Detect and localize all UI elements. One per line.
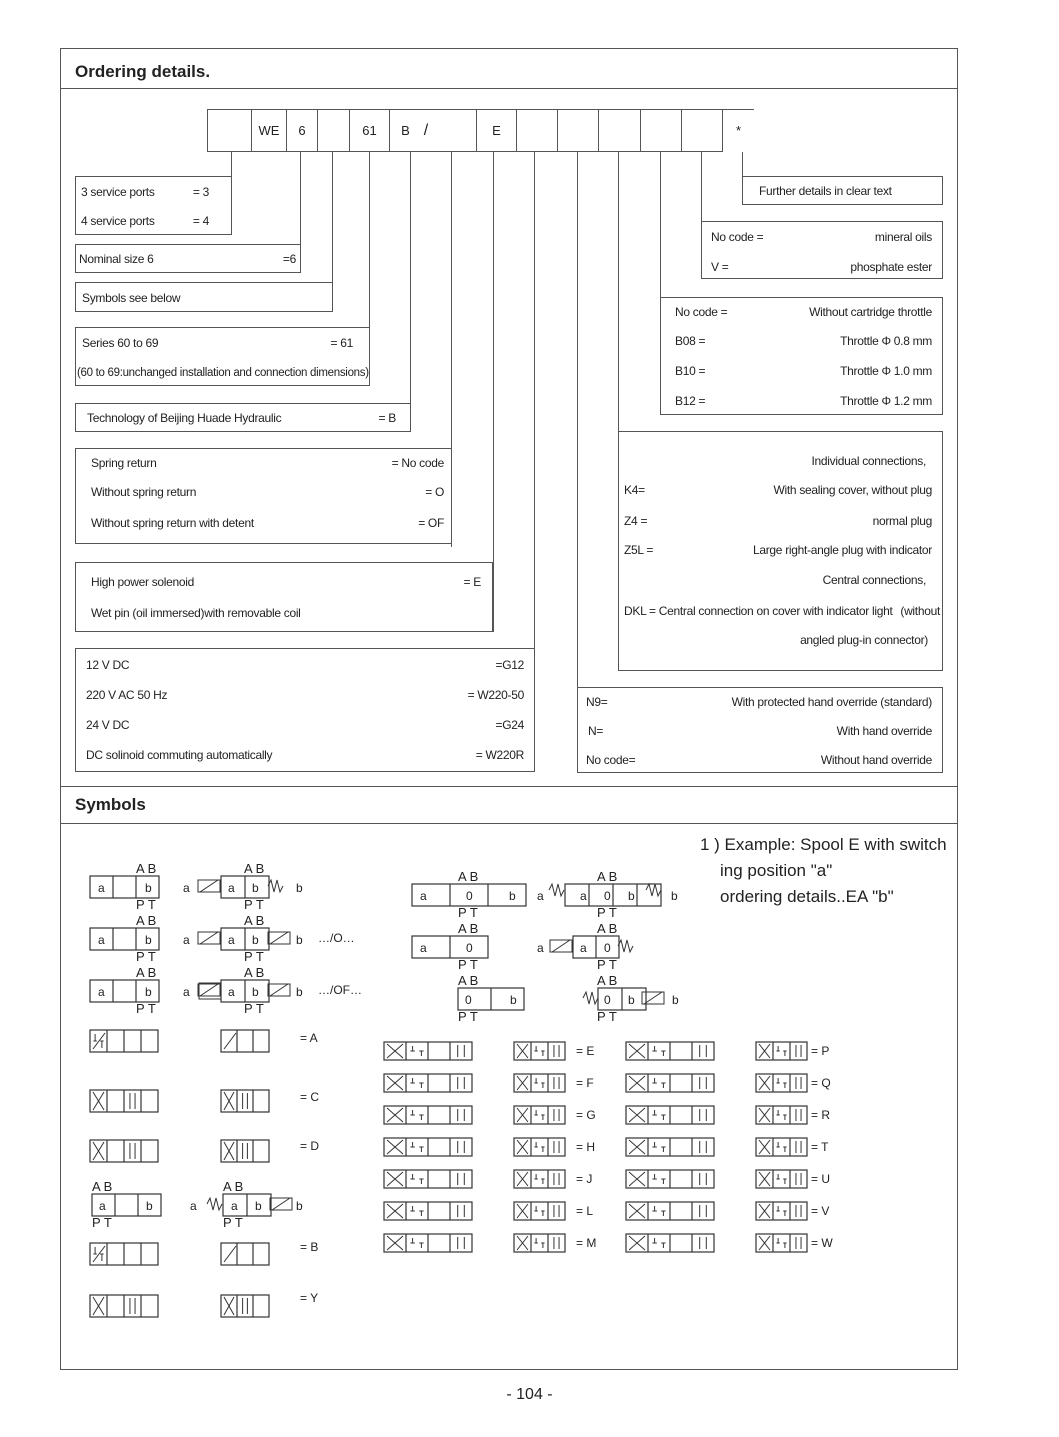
symbol-text: b — [146, 1199, 153, 1213]
symbol-text: b — [672, 993, 679, 1007]
valve-box — [514, 1106, 565, 1124]
solenoid-symbol — [200, 880, 218, 892]
series-box: Series 60 to 69 = 61 (60 to 69:unchanged installation and connection dimensions) — [75, 327, 370, 386]
solenoid-symbol — [644, 992, 662, 1004]
spring-symbol — [646, 884, 661, 896]
ports-label: A B — [597, 973, 618, 988]
seals-box: No code = mineral oils V = phosphate ester — [701, 221, 943, 279]
spool-code-label: = B — [300, 1240, 319, 1254]
symbol-text: a — [183, 881, 190, 895]
symbol-text: 0 — [604, 889, 611, 903]
ports-label: A B — [244, 861, 265, 876]
valve-box — [221, 1243, 269, 1265]
symbol-text: a — [228, 933, 235, 947]
spring-symbol — [207, 1198, 222, 1210]
suffix-label: …/O… — [318, 931, 355, 945]
symbol-text: b — [252, 881, 259, 895]
ports-label: A B — [244, 965, 265, 980]
spool-code-label: = R — [811, 1108, 831, 1122]
ports-label: P T — [244, 949, 264, 964]
spool-code-label: = J — [576, 1172, 593, 1186]
solenoid-symbol — [200, 984, 218, 996]
valve-box — [756, 1202, 807, 1220]
valve-box — [514, 1138, 565, 1156]
symbol-text: b — [296, 985, 303, 999]
valve-box — [514, 1042, 565, 1060]
electrical-connection-box: Individual connections, K4= With sealing cover, without plug Z4 = normal plug Z5L = Large right-angle plug with indicator Central connections, DKL = Central connection on cover with indicator light (without angled plug-in connector) — [618, 431, 943, 671]
valve-box — [514, 1170, 565, 1188]
ports-label: P T — [597, 1009, 617, 1024]
symbol-text: b — [145, 881, 152, 895]
valve-box — [514, 1234, 565, 1252]
valve-box — [756, 1042, 807, 1060]
spool-code-label: = H — [576, 1140, 596, 1154]
symbol-text: b — [252, 933, 259, 947]
ports-label: P T — [136, 897, 156, 912]
symbol-text: a — [420, 941, 427, 955]
hand-override-box: N9= With protected hand override (standard) N= With hand override No code= Without hand override — [577, 687, 943, 773]
valve-box — [756, 1106, 807, 1124]
ports-label: A B — [458, 921, 479, 936]
symbol-text: 0 — [604, 993, 611, 1007]
solenoid-symbol — [552, 940, 570, 952]
order-code-cell: * — [722, 109, 754, 152]
spool-code-label: = F — [576, 1076, 594, 1090]
valve-box — [221, 1090, 269, 1112]
solenoid-symbol — [270, 932, 288, 944]
order-code-cell: E — [476, 109, 516, 152]
symbols-note-box: Symbols see below — [75, 282, 333, 312]
ports-label: P T — [244, 1001, 264, 1016]
symbol-text: a — [98, 985, 105, 999]
symbol-text: b — [671, 889, 678, 903]
symbols-title: Symbols — [61, 786, 957, 824]
symbol-text: b — [509, 889, 516, 903]
detent-symbol — [199, 983, 221, 999]
spool-code-label: = M — [576, 1236, 597, 1250]
symbol-text: a — [228, 985, 235, 999]
ports-label: A B — [136, 965, 157, 980]
valve-box — [221, 1295, 269, 1317]
symbol-text: b — [628, 889, 635, 903]
symbol-text: 0 — [604, 941, 611, 955]
solenoid-symbol — [200, 932, 218, 944]
ports-label: P T — [458, 1009, 478, 1024]
ports-label: P T — [597, 957, 617, 972]
valve-box — [756, 1170, 807, 1188]
symbol-text: a — [231, 1199, 238, 1213]
ports-label: P T — [92, 1215, 112, 1230]
symbol-text: 0 — [466, 889, 473, 903]
symbol-text: 0 — [466, 941, 473, 955]
valve-box — [514, 1074, 565, 1092]
valve-box — [221, 1030, 269, 1052]
order-code-cell: 61 — [349, 109, 389, 152]
ports-label: A B — [597, 869, 618, 884]
ports-label: P T — [597, 905, 617, 920]
symbol-text: a — [537, 941, 544, 955]
technology-box: Technology of Beijing Huade Hydraulic = B — [75, 403, 411, 432]
symbol-text: b — [296, 881, 303, 895]
spool-code-label: = A — [300, 1031, 318, 1045]
symbol-text: b — [145, 933, 152, 947]
spring-symbol — [583, 992, 598, 1004]
ports-label: A B — [223, 1179, 244, 1194]
ports-label: P T — [458, 957, 478, 972]
solenoid-symbol — [270, 984, 288, 996]
spool-code-label: = T — [811, 1140, 829, 1154]
order-code-cell: 6 — [286, 109, 317, 152]
spool-code-label: = Q — [811, 1076, 831, 1090]
order-code-cell: B — [389, 109, 421, 152]
symbol-text: a — [98, 933, 105, 947]
symbol-text: b — [296, 933, 303, 947]
symbol-text: a — [190, 1199, 197, 1213]
ports-label: P T — [458, 905, 478, 920]
symbol-text: a — [228, 881, 235, 895]
order-code-cell: WE — [251, 109, 286, 152]
page-number: - 104 - — [506, 1386, 553, 1403]
spool-code-label: = W — [811, 1236, 833, 1250]
order-code-cell: / — [421, 109, 431, 152]
symbol-text: a — [580, 889, 587, 903]
ports-label: A B — [92, 1179, 113, 1194]
spring-box: Spring return = No code Without spring return = O Without spring return with detent = OF — [75, 448, 452, 544]
spool-code-label: = U — [811, 1172, 831, 1186]
ports-label: P T — [136, 949, 156, 964]
flow-line — [224, 1246, 236, 1262]
spool-code-label: = E — [576, 1044, 595, 1058]
symbol-text: b — [510, 993, 517, 1007]
symbol-text: a — [537, 889, 544, 903]
solenoid-symbol — [272, 1198, 290, 1210]
symbol-text: a — [183, 933, 190, 947]
spool-code-label: = L — [576, 1204, 594, 1218]
spool-code-label: = P — [811, 1044, 830, 1058]
symbol-text: b — [296, 1199, 303, 1213]
symbol-text: b — [255, 1199, 262, 1213]
ports-label: P T — [244, 897, 264, 912]
spring-symbol — [268, 880, 283, 892]
voltage-box: 12 V DC =G12 220 V AC 50 Hz = W220-50 24 V DC =G24 DC solinoid commuting automatically = W220R — [75, 648, 535, 772]
ports-label: A B — [458, 869, 479, 884]
spool-code-label: = Y — [300, 1291, 319, 1305]
suffix-label: …/OF… — [318, 983, 362, 997]
valve-box — [221, 1140, 269, 1162]
throttle-box: No code = Without cartridge throttle B08 = Throttle Φ 0.8 mm B10 = Throttle Φ 1.0 mm B12 = Throttle Φ 1.2 mm — [660, 297, 943, 415]
symbol-text: a — [99, 1199, 106, 1213]
flow-line — [224, 1033, 236, 1049]
spool-code-label: = G — [576, 1108, 596, 1122]
ports-label: A B — [136, 913, 157, 928]
further-details-box: Further details in clear text — [742, 176, 943, 205]
symbol-text: a — [580, 941, 587, 955]
valve-box — [514, 1202, 565, 1220]
service-ports-box: 3 service ports = 3 4 service ports = 4 — [75, 176, 232, 235]
solenoid-box: High power solenoid = E Wet pin (oil immersed)with removable coil — [75, 562, 493, 632]
spring-symbol — [549, 884, 564, 896]
symbol-text: a — [183, 985, 190, 999]
symbol-text: a — [98, 881, 105, 895]
valve-box — [756, 1234, 807, 1252]
symbol-text: b — [145, 985, 152, 999]
spool-code-label: = V — [811, 1204, 830, 1218]
nominal-size-box: Nominal size 6 =6 — [75, 244, 301, 273]
symbol-text: b — [252, 985, 259, 999]
symbol-text: b — [628, 993, 635, 1007]
spool-code-label: = D — [300, 1139, 320, 1153]
ports-label: A B — [136, 861, 157, 876]
symbol-text: a — [420, 889, 427, 903]
symbol-text: 0 — [465, 993, 472, 1007]
ports-label: P T — [136, 1001, 156, 1016]
ports-label: A B — [244, 913, 265, 928]
spool-example-note: 1 ) Example: Spool E with switch ing position "a" ordering details..EA "b" — [700, 835, 947, 906]
valve-box — [756, 1138, 807, 1156]
ordering-title: Ordering details. — [61, 49, 957, 89]
ports-label: P T — [223, 1215, 243, 1230]
spool-code-label: = C — [300, 1090, 320, 1104]
ports-label: A B — [597, 921, 618, 936]
ports-label: A B — [458, 973, 479, 988]
spring-symbol — [618, 940, 633, 952]
valve-box — [756, 1074, 807, 1092]
